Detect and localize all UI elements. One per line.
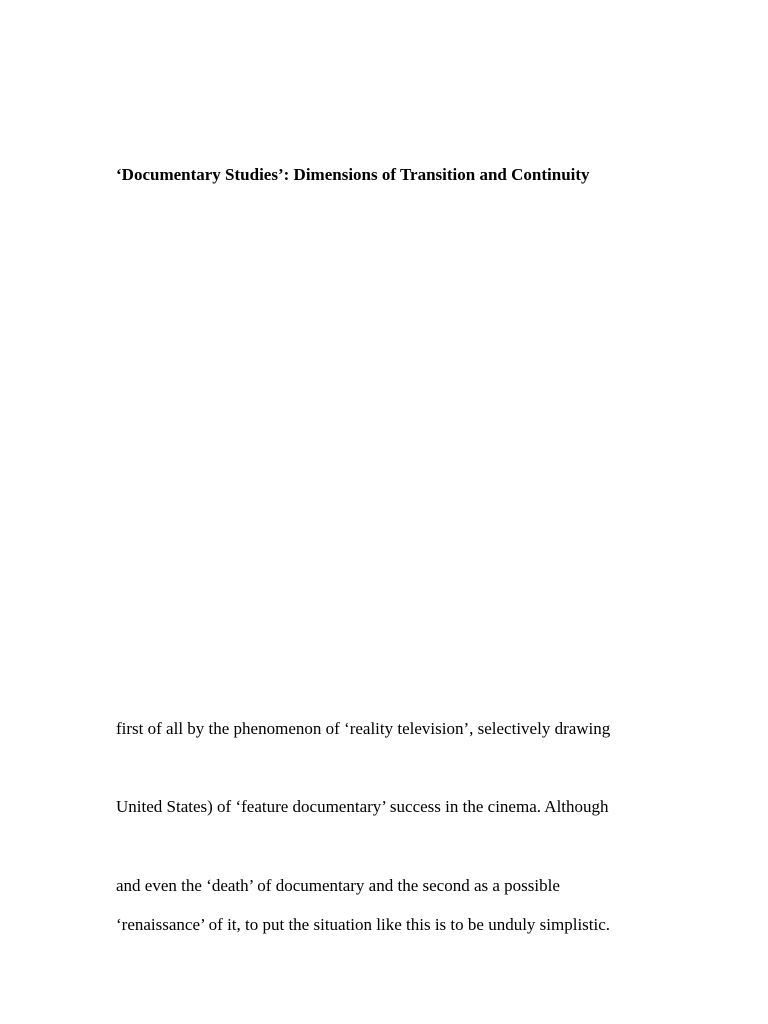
body-text-line: ‘renaissance’ of it, to put the situation like this is to be unduly simplistic. (116, 915, 611, 934)
body-text-line: first of all by the phenomenon of ‘reality television’, selectively drawing (116, 719, 611, 738)
document-title: ‘Documentary Studies’: Dimensions of Transition and Continuity (116, 165, 590, 184)
body-text-line: and even the ‘death’ of documentary and the second as a possible (116, 876, 560, 895)
body-text-line: United States) of ‘feature documentary’ success in the cinema. Although (116, 797, 609, 816)
